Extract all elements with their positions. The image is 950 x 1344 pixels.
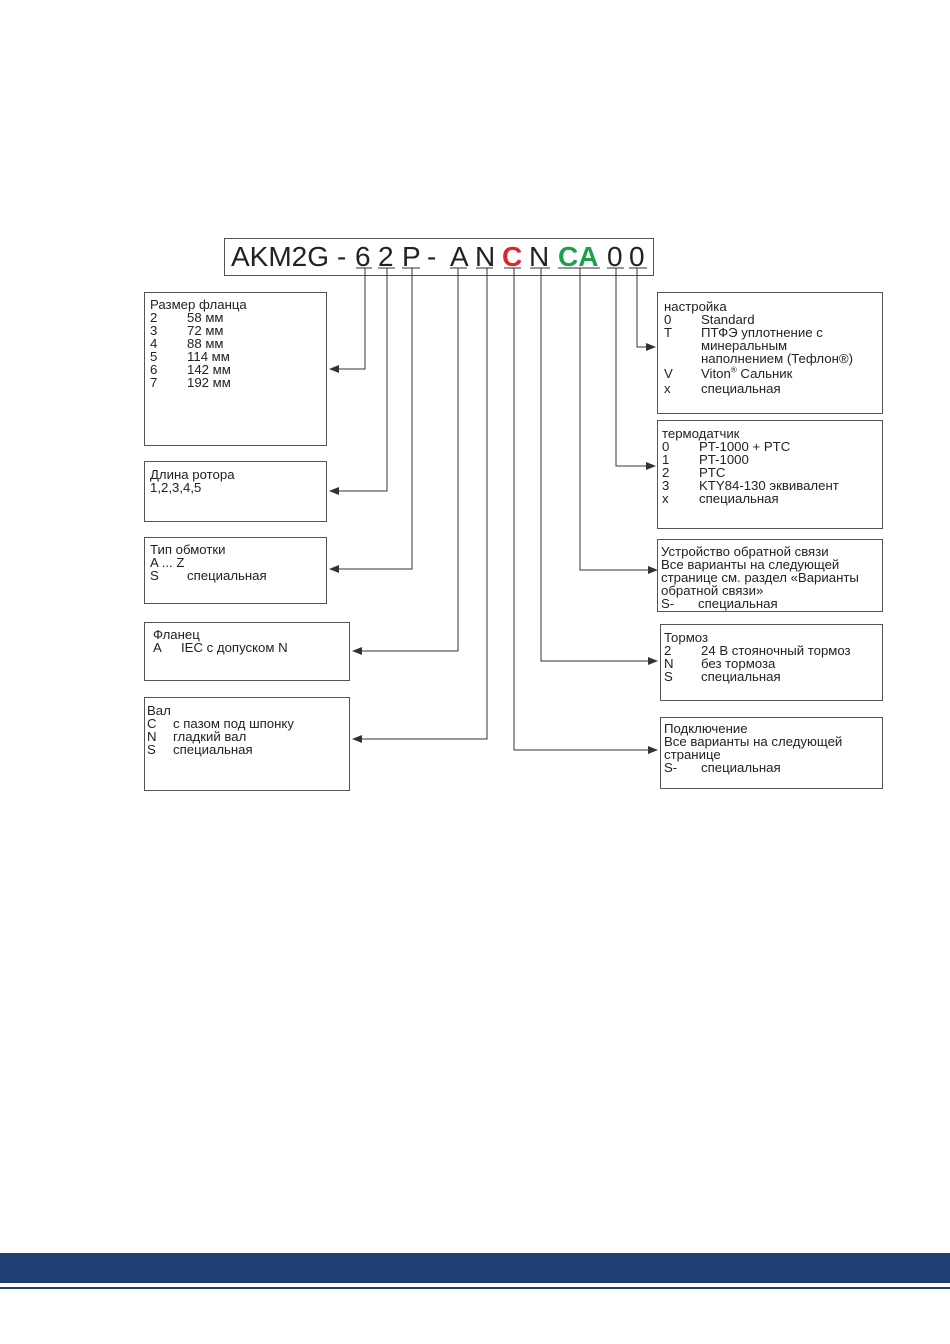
brake-box: Тормоз 2 24 В стояночный тормоз N без тормоза S специальная [660, 624, 883, 701]
connection-box: Подключение Все варианты на следующей странице S- специальная [660, 717, 883, 789]
code-model: AKM2G [231, 241, 330, 272]
connection-line: Все варианты на следующей [664, 734, 843, 749]
code-shaft: N [475, 241, 496, 272]
feedback-line: обратной связи» [661, 583, 764, 598]
code-thermal: 0 [607, 241, 623, 272]
line-flange-size [330, 268, 365, 369]
connection-line: странице [664, 747, 721, 762]
winding-type-box: Тип обмотки A ... Z S специальная [144, 537, 327, 604]
brake-title: Тормоз [664, 630, 708, 645]
code-rotor-length: 2 [378, 241, 394, 272]
feedback-box: Устройство обратной связи Все варианты на следующей странице см. раздел «Варианты обратной связи» S- специальная [657, 539, 883, 612]
customization-title: настройка [664, 299, 727, 314]
line-brake [541, 268, 657, 661]
code-flange: A [450, 241, 469, 272]
code-flange-size: 6 [355, 241, 371, 272]
code-feedback: CA [558, 241, 599, 272]
thermal-sensor-box: термодатчик 0 PT-1000 + PTC 1 PT-1000 2 PTC 3 KTY84-130 эквивалент x специальная [657, 420, 883, 529]
feedback-title: Устройство обратной связи [661, 544, 829, 559]
customization-box: настройка 0 Standard T ПТФЭ уплотнение с минеральным наполнением (Тефлон®) V Viton® Сальник x специальная [657, 292, 883, 414]
code-winding: P [402, 241, 421, 272]
line-rotor-length [330, 268, 387, 491]
flange-size-title: Размер фланца [150, 297, 247, 312]
code-dash-2: - [427, 241, 437, 272]
rotor-length-box [144, 461, 327, 522]
code-custom: 0 [629, 241, 645, 272]
connection-title: Подключение [664, 721, 748, 736]
line-connection [514, 268, 657, 750]
shaft-title: Вал [147, 703, 171, 718]
line-winding [330, 268, 412, 569]
feedback-line: странице см. раздел «Варианты [661, 570, 859, 585]
rotor-length-title: Длина ротора [150, 467, 235, 482]
shaft-box: Вал C с пазом под шпонку N гладкий вал S специальная [144, 697, 350, 791]
flange-title: Фланец [153, 627, 200, 642]
code-brake: N [529, 241, 550, 272]
footer-line [0, 1287, 950, 1289]
line-flange [353, 268, 458, 651]
line-shaft [353, 268, 487, 739]
line-custom [637, 268, 655, 347]
winding-type-title: Тип обмотки [150, 542, 226, 557]
footer-bar [0, 1253, 950, 1283]
line-feedback [580, 268, 657, 570]
code-dash-1: - [337, 241, 347, 272]
flange-size-box: Размер фланца 2 58 мм 3 72 мм 4 88 мм 5 114 мм 6 142 мм 7 192 мм [144, 292, 327, 446]
code-connection: C [502, 241, 523, 272]
feedback-line: Все варианты на следующей [661, 557, 840, 572]
line-thermal [616, 268, 655, 466]
rotor-length-value: 1,2,3,4,5 [150, 480, 202, 495]
thermal-sensor-title: термодатчик [662, 426, 740, 441]
flange-box: Фланец A IEC с допуском N [144, 622, 350, 681]
